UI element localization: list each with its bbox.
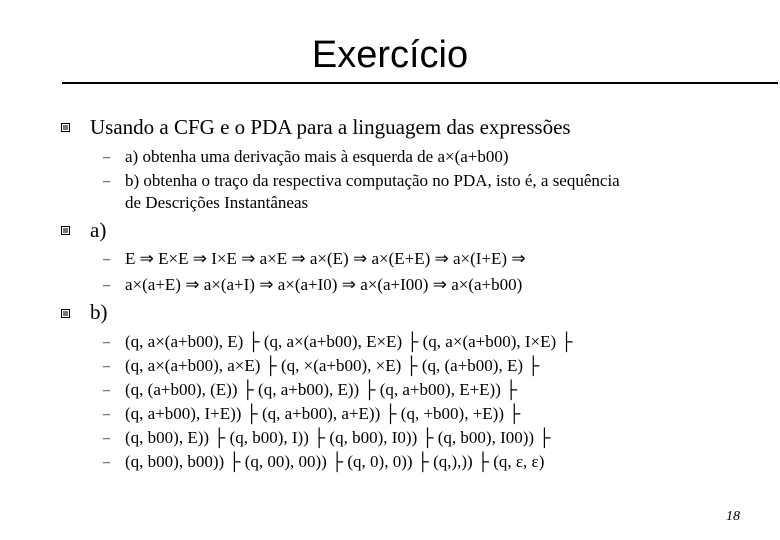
bullet-1-item-1: a) obtenha uma derivação mais à esquerda de a×(a+b00) (125, 147, 509, 166)
en-dash-bullet: – (103, 150, 110, 165)
bullet-2-text: a) (90, 218, 107, 242)
en-dash-bullet: – (103, 407, 110, 422)
page-number: 18 (726, 509, 740, 524)
derivation-line-1: E ⇒ E×E ⇒ I×E ⇒ a×E ⇒ a×(E) ⇒ a×(E+E) ⇒ a×(I+E) ⇒ (125, 249, 526, 268)
trace-line-5: (q, b00), E)) ├ (q, b00), I)) ├ (q, b00), I0)) ├ (q, b00), I00)) ├ (125, 428, 551, 447)
en-dash-bullet: – (103, 383, 110, 398)
en-dash-bullet: – (103, 431, 110, 446)
bullet-1-text: Usando a CFG e o PDA para a linguagem das expressões (90, 115, 571, 139)
bullet-1-item-2: b) obtenha o traço da respectiva computação no PDA, isto é, a sequência (125, 171, 620, 190)
en-dash-bullet: – (103, 252, 110, 267)
trace-line-1: (q, a×(a+b00), E) ├ (q, a×(a+b00), E×E) ├ (q, a×(a+b00), I×E) ├ (125, 332, 573, 351)
trace-line-4: (q, a+b00), I+E)) ├ (q, a+b00), a+E)) ├ (q, +b00), +E)) ├ (125, 404, 521, 423)
trace-line-2: (q, a×(a+b00), a×E) ├ (q, ×(a+b00), ×E) ├ (q, (a+b00), E) ├ (125, 356, 540, 375)
trace-line-3: (q, (a+b00), (E)) ├ (q, a+b00), E)) ├ (q, a+b00), E+E)) ├ (125, 380, 518, 399)
square-bullet-icon (61, 123, 70, 132)
en-dash-bullet: – (103, 174, 110, 189)
en-dash-bullet: – (103, 359, 110, 374)
square-bullet-icon (61, 309, 70, 318)
slide-title: Exercício (311, 34, 469, 76)
en-dash-bullet: – (103, 335, 110, 350)
en-dash-bullet: – (103, 278, 110, 293)
bullet-1-item-2-continued: de Descrições Instantâneas (125, 193, 309, 212)
title-divider (62, 82, 778, 84)
square-bullet-icon (61, 226, 70, 235)
derivation-line-2: a×(a+E) ⇒ a×(a+I) ⇒ a×(a+I0) ⇒ a×(a+I00) ⇒ a×(a+b00) (125, 275, 523, 294)
en-dash-bullet: – (103, 455, 110, 470)
trace-line-6: (q, b00), b00)) ├ (q, 00), 00)) ├ (q, 0), 0)) ├ (q,),)) ├ (q, ε, ε) (125, 452, 545, 471)
bullet-3-text: b) (90, 300, 108, 324)
